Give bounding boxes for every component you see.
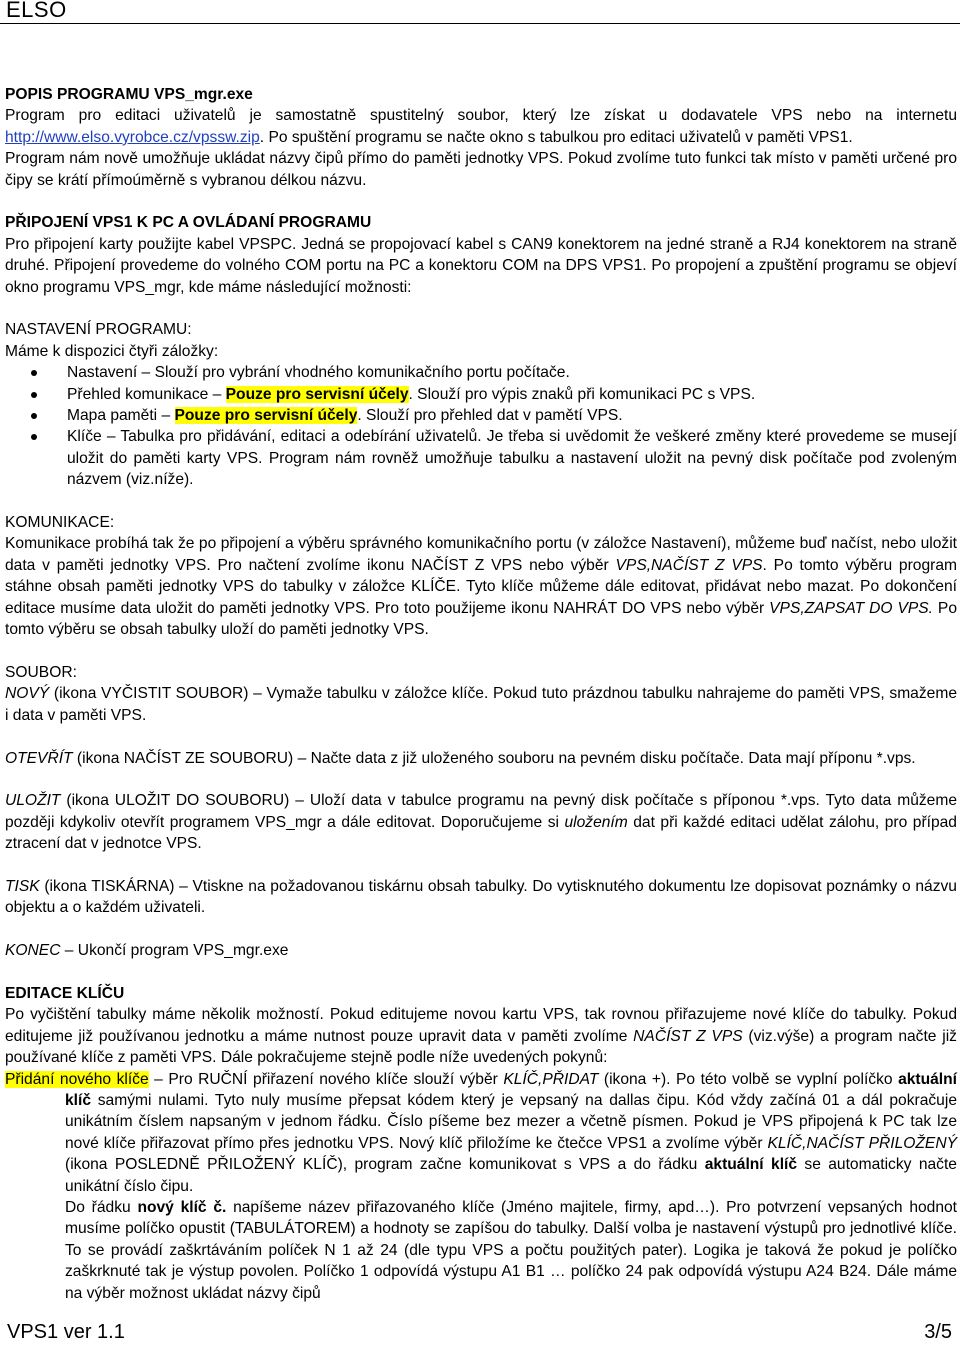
list-item	[5, 426, 957, 490]
editace-paragraph-1	[5, 1004, 957, 1068]
tisk-text: (ikona TISKÁRNA) – Vtiskne na požadovanou tiskárnu obsah tabulky. Do vytisknutého dokumentu lze dopisovat poznámky o názvu objektu a o každém uživateli.	[5, 877, 957, 917]
footer-version: VPS1 ver 1.1	[7, 1321, 125, 1343]
komunikace-text-3: Po tomto výběru se obsah tabulky uloží do paměti jednotky VPS.	[5, 599, 957, 639]
item-dash: –	[137, 364, 155, 382]
field-aktualni-klic: aktuální klíč	[704, 1156, 798, 1174]
tab-list	[5, 362, 957, 490]
komunikace-text-2: . Po tomto výběru program stáhne obsah paměti jednotky VPS do tabulky v záložce KLÍČE. Tyto klíče můžeme dále editovat, přidávat nebo mazat. Po dokončení editace musíme data uložit do paměti jednotky VPS. Pro toto použijeme ikonu NAHRÁT DO VPS nebo výběr	[5, 556, 957, 617]
popis-text-b: . Po spuštění programu se načte okno s tabulkou pro editaci uživatelů v paměti VPS1.	[259, 128, 853, 146]
section-title-popis: POPIS PROGRAMU VPS_mgr.exe	[5, 86, 253, 103]
section-title-pripojeni: PŘIPOJENÍ VPS1 K PC A OVLÁDANÍ PROGRAMU	[5, 214, 372, 232]
popis-text-a: Program pro editaci uživatelů je samostatně spustitelný soubor, který lze získat u dodavatele VPS nebo na internetu	[5, 107, 957, 125]
p2-text-e: se automaticky načte unikátní číslo čipu.	[65, 1156, 957, 1195]
soubor-konec	[5, 940, 957, 961]
ulozit-text-a: (ikona ULOŽIT DO SOUBORU) – Uloží data v tabulce programu na pevný disk počítače s příponou *.vps. Tyto data můžeme později kdykoliv otevřít programem VPS_mgr a dále editovat. Doporučujeme si	[5, 792, 957, 831]
field-novy-klic: nový klíč č.	[137, 1198, 227, 1216]
list-item	[5, 405, 957, 426]
p3-text-a: Do řádku	[65, 1198, 138, 1216]
item-text: Tabulka pro přidávání, editaci a odebírání uživatelů. Je třeba si uvědomit že veškeré změny které provedeme se musejí uložit do paměti karty VPS. Program nám rovněž umožňuje tabulku a nastavení uložit na pevný disk počítače pod zvoleným názvem (viz.níže).	[67, 428, 958, 489]
section-title-komunikace: KOMUNIKACE:	[5, 514, 115, 532]
konec-text: – Ukončí program VPS_mgr.exe	[60, 942, 289, 960]
ulozit-emphasis: uložením	[564, 813, 628, 831]
field-aktualni-klic: aktuální klíč	[65, 1070, 957, 1109]
item-name: Nastavení	[67, 364, 138, 382]
item-dash: –	[208, 385, 226, 403]
menu-tisk: TISK	[5, 877, 40, 895]
soubor-otevrit	[5, 748, 957, 769]
header-rule	[0, 23, 960, 24]
list-item	[5, 362, 957, 383]
soubor-ulozit	[5, 790, 957, 854]
komunikace-text-1: Komunikace probíhá tak že po připojení a výběru správného komunikačního portu (v záložce Nastavení), můžeme buď načíst, nebo uložit data v paměti jednotky VPS. Pro načtení zvolíme ikonu NAČÍST Z VPS nebo výběr	[5, 535, 957, 574]
menu-klic-pridat: KLÍČ,PŘIDAT	[503, 1070, 599, 1088]
section-title-editace: EDITACE KLÍČU	[5, 984, 125, 1002]
popis-paragraph-2: Program nám nově umožňuje ukládat názvy čipů přímo do paměti jednotky VPS. Pokud zvolíme tuto funkci tak místo v paměti určené pro čipy se krátí přímoúměrně s vybranou délkou názvu.	[5, 150, 957, 189]
menu-nacist: NAČÍST Z VPS	[633, 1027, 743, 1045]
otevrit-text: (ikona NAČÍST ZE SOUBORU) – Načte data z již uloženého souboru na pevném disku počítače. Data mají příponu *.vps.	[72, 749, 916, 767]
menu-klic-nacist: KLÍČ,NAČÍST PŘILOŽENÝ	[767, 1134, 957, 1152]
item-text: . Slouží pro výpis znaků při komunikaci PC s VPS.	[408, 385, 756, 403]
popis-paragraph-1	[5, 105, 957, 148]
editace-paragraph-2	[5, 1069, 957, 1197]
bullet-icon	[31, 434, 37, 440]
p2-text-c: samými nulami. Tyto nuly musíme přepsat kódem který je vepsaný na dallas čipu. Kód vždy začíná 01 a dál pokračuje unikátním číslem napsaným v jednom řádku. Číslo píšeme bez mezer a včetně písmen. Pokud je VPS připojená k PC tak lze nové klíče přiřazovat přímo přes jednotku VPS. Nový klíč přiložíme ke čtečce VPS1 a zvolíme výběr	[65, 1091, 957, 1152]
section-title-nastaveni: NASTAVENÍ PROGRAMU:	[5, 321, 192, 339]
p2-text-a: – Pro RUČNÍ přiřazení nového klíče slouží výběr	[148, 1070, 504, 1088]
menu-ulozit: ULOŽIT	[5, 792, 61, 810]
new-key-highlight: Přidání nového klíče	[5, 1070, 149, 1088]
menu-path-nacist: VPS,NAČÍST Z VPS	[615, 556, 763, 574]
novy-text: (ikona VYČISTIT SOUBOR) – Vymaže tabulku v záložce klíče. Pokud tuto prázdnou tabulku nahrajeme do paměti VPS, smažeme i data v paměti VPS.	[5, 685, 957, 724]
item-name: Mapa paměti	[67, 407, 158, 425]
item-dash: –	[101, 428, 121, 446]
editace-text-a: Po vyčištění tabulky máme několik možností. Pokud editujeme novou kartu VPS, tak rovnou přiřazujeme nové klíče do tabulky. Pokud editujeme již používanou jednotku a máme nutnost pouze upravit data v paměti zvolíme	[5, 1006, 957, 1045]
service-only-highlight: Pouze pro servisní účely	[225, 385, 409, 403]
section-title-soubor: SOUBOR:	[5, 663, 77, 681]
p3-text-b: napíšeme název přiřazovaného klíče (Jméno majitele, firmy, apd…). Pro potvrzení vepsaných hodnot musíme políčko opustit (TABULÁTOREM) a hodnoty se zapíšou do tabulky. Další volba je nastavení výstupů pro jednotlivé klíče. To se provádí zaškrtáváním políček N 1 až 24 (dle typu VPS a počtu použitých pater). Logika je taková že pokud je políčko zaškrknuté tak je výstup povolen. Políčko 1 odpovídá výstupu A1 B1 … políčko 24 pak odpovídá výstupu A24 B24. Dále máme na výběr možnost ukládat názvy čipů	[65, 1198, 958, 1302]
komunikace-paragraph	[5, 533, 957, 640]
menu-konec: KONEC	[5, 942, 61, 960]
service-only-highlight: Pouze pro servisní účely	[174, 407, 358, 425]
soubor-tisk	[5, 876, 957, 919]
header-title: ELSO	[6, 0, 67, 22]
item-text: Slouží pro vybrání vhodného komunikačního portu počítače.	[154, 364, 570, 382]
bullet-icon	[31, 413, 37, 419]
bullet-icon	[31, 392, 37, 398]
p2-text-b: (ikona +). Po této volbě se vyplní políčko	[598, 1070, 899, 1088]
download-link[interactable]: http://www.elso.vyrobce.cz/vpssw.zip	[5, 128, 260, 146]
ulozit-text-b: dat při každé editaci udělat zálohu, pro případ ztracení dat v jednotce VPS.	[5, 813, 957, 853]
item-name: Klíče	[67, 428, 102, 446]
bullet-icon	[31, 370, 37, 376]
p2-text-d: (ikona POSLEDNĚ PŘILOŽENÝ KLÍČ), program začne komunikovat s VPS a do řádku	[65, 1156, 705, 1174]
pripojeni-paragraph: Pro připojení karty použijte kabel VPSPC. Jedná se propojovací kabel s CAN9 konektorem na jedné straně a RJ4 konektorem na straně druhé. Připojení provedeme do volného COM portu na PC a konektoru COM na DPS VPS1. Po propojení a zpuštění programu se objeví okno programu VPS_mgr, kde máme následující možnosti:	[5, 235, 957, 296]
editace-paragraph-3	[5, 1197, 957, 1304]
item-name: Přehled komunikace	[67, 385, 209, 403]
editace-text-b: (viz.výše) a program načte již používané klíče z paměti VPS. Dále pokračujeme stejně podle níže uvedených pokynů:	[5, 1027, 957, 1067]
page-number: 3/5	[924, 1321, 952, 1343]
nastaveni-intro: Máme k dispozici čtyři záložky:	[5, 342, 219, 360]
menu-path-zapsat: VPS,ZAPSAT DO VPS.	[769, 599, 933, 617]
document-body	[5, 84, 957, 1304]
menu-novy: NOVÝ	[5, 685, 50, 703]
list-item	[5, 384, 957, 405]
item-dash: –	[157, 407, 175, 425]
soubor-novy	[5, 683, 957, 726]
menu-otevrit: OTEVŘÍT	[5, 749, 73, 767]
item-text: . Slouží pro přehled dat v pamětí VPS.	[357, 407, 623, 425]
